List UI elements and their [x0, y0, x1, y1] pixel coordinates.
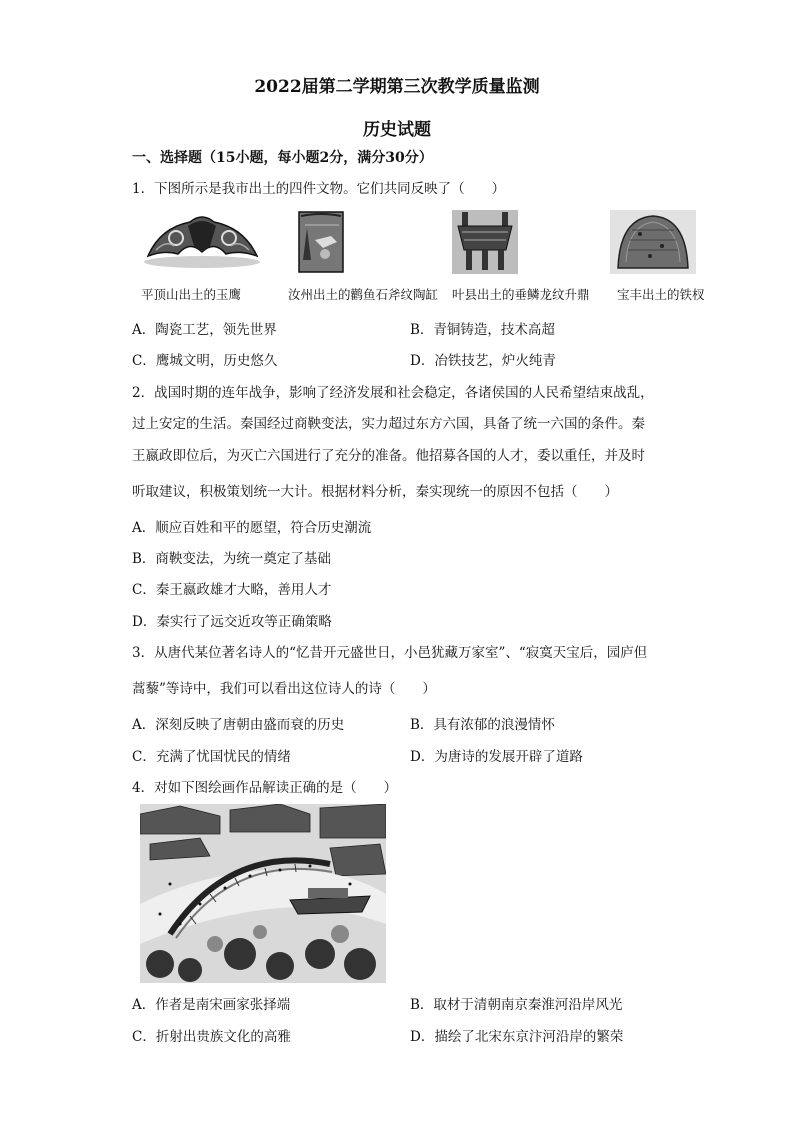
q3-line-1: 3．从唐代某位著名诗人的“忆昔开元盛世日，小邑犹藏万家室”、“寂寞天宝后，园庐但 — [132, 645, 648, 661]
jade-eagle-image — [140, 210, 265, 272]
q4-option-a[interactable]: A．作者是南宋画家张择端 — [132, 997, 291, 1013]
q2-option-c[interactable]: C．秦王嬴政雄才大略，善用人才 — [132, 582, 332, 598]
q4-option-b[interactable]: B．取材于清朝南京秦淮河沿岸风光 — [410, 997, 623, 1013]
q2-option-a[interactable]: A．顺应百姓和平的愿望，符合历史潮流 — [132, 520, 372, 536]
q1-stem: 1．下图所示是我市出土的四件文物。它们共同反映了（ ） — [132, 181, 506, 197]
q2-option-d[interactable]: D．秦实行了远交近攻等正确策略 — [132, 614, 332, 630]
caption-iron-tool: 宝丰出土的铁杈 — [617, 287, 705, 302]
q3-line-2: 蒿藜”等诗中，我们可以看出这位诗人的诗（ ） — [132, 681, 436, 697]
q4-option-d[interactable]: D．描绘了北宋东京汴河沿岸的繁荣 — [410, 1029, 624, 1045]
q1-option-b[interactable]: B．青铜铸造，技术高超 — [410, 322, 555, 338]
q2-line-3: 王嬴政即位后，为灭亡六国进行了充分的准备。他招募各国的人才，委以重任，并及时 — [132, 448, 645, 464]
bronze-ding-image — [452, 210, 518, 274]
q4-option-c[interactable]: C．折射出贵族文化的高雅 — [132, 1029, 291, 1045]
q1-option-d[interactable]: D．冶铁技艺，炉火纯青 — [410, 353, 556, 369]
q2-line-4: 听取建议，积极策划统一大计。根据材料分析，秦实现统一的原因不包括（ ） — [132, 484, 618, 500]
q4-stem: 4．对如下图绘画作品解读正确的是（ ） — [132, 780, 398, 796]
caption-jade-eagle: 平顶山出土的玉鹰 — [141, 287, 242, 302]
q1-option-c[interactable]: C．鹰城文明，历史悠久 — [132, 353, 278, 369]
caption-bronze-ding: 叶县出土的垂鳞龙纹升鼎 — [452, 287, 590, 302]
painting-image — [140, 804, 386, 983]
q3-option-b[interactable]: B．具有浓郁的浪漫情怀 — [410, 717, 555, 733]
exam-title: 2022届第二学期第三次教学质量监测 — [254, 77, 540, 97]
q2-option-b[interactable]: B．商鞅变法，为统一奠定了基础 — [132, 551, 331, 567]
q3-option-d[interactable]: D．为唐诗的发展开辟了道路 — [410, 749, 583, 765]
section-heading: 一、选择题（15小题，每小题2分，满分30分） — [132, 150, 433, 166]
caption-pottery-jar: 汝州出土的鹳鱼石斧纹陶缸 — [288, 287, 439, 302]
q1-option-a[interactable]: A．陶瓷工艺，领先世界 — [132, 322, 277, 338]
exam-subtitle: 历史试题 — [363, 120, 431, 140]
q2-line-1: 2．战国时期的连年战争，影响了经济发展和社会稳定，各诸侯国的人民希望结束战乱， — [132, 385, 654, 401]
q3-option-a[interactable]: A．深刻反映了唐朝由盛而衰的历史 — [132, 717, 345, 733]
pottery-jar-image — [297, 210, 345, 274]
iron-tool-image — [610, 210, 696, 274]
q2-line-2: 过上安定的生活。秦国经过商鞅变法，实力超过东方六国，具备了统一六国的条件。秦 — [132, 416, 645, 432]
q3-option-c[interactable]: C．充满了忧国忧民的情绪 — [132, 749, 291, 765]
